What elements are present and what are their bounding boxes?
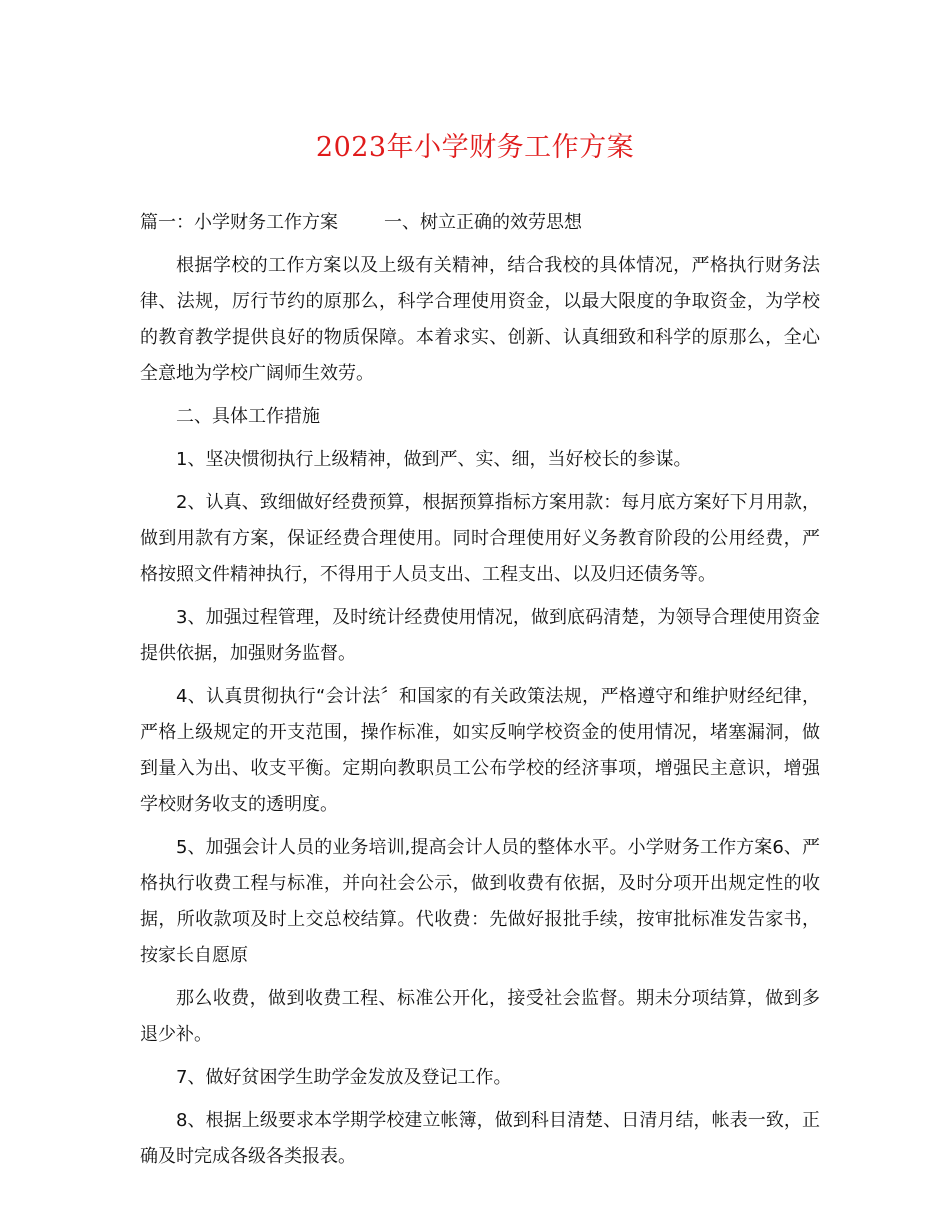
section-label: 篇一：小学财务工作方案 bbox=[140, 212, 338, 233]
paragraph-item-3: 3、加强过程管理，及时统计经费使用情况，做到底码清楚，为领导合理使用资金提供依据，加强财务监督。 bbox=[140, 607, 820, 664]
paragraph-intro: 根据学校的工作方案以及上级有关精神，结合我校的具体情况，严格执行财务法律、法规，厉行节约的原那么，科学合理使用资金，以最大限度的争取资金，为学校的教育教学提供良好的物质保障。本着求实、创新、认真细致和科学的原那么，全心全意地为学校广阔师生效劳。 bbox=[140, 255, 820, 384]
document-body bbox=[140, 205, 820, 1182]
paragraph-item-7: 7、做好贫困学生助学金发放及登记工作。 bbox=[176, 1067, 512, 1088]
section-heading-1: 一、树立正确的效劳思想 bbox=[384, 212, 582, 233]
first-line bbox=[140, 205, 820, 241]
paragraph-item-5-6: 5、加强会计人员的业务培训,提高会计人员的整体水平。小学财务工作方案6、严格执行收费工程与标准，并向社会公示，做到收费有依据，及时分项开出规定性的收据，所收款项及时上交总校结算。代收费：先做好报批手续，按审批标准发告家书，按家长自愿原 bbox=[140, 837, 820, 966]
paragraph-item-2: 2、认真、致细做好经费预算，根据预算指标方案用款：每月底方案好下月用款，做到用款有方案，保证经费合理使用。同时合理使用好义务教育阶段的公用经费，严格按照文件精神执行，不得用于人员支出、工程支出、以及归还债务等。 bbox=[140, 492, 820, 585]
section-heading-2: 二、具体工作措施 bbox=[176, 406, 320, 427]
paragraph-item-4: 4、认真贯彻执行“会计法〞和国家的有关政策法规，严格遵守和维护财经纪律，严格上级规定的开支范围，操作标准，如实反响学校资金的使用情况，堵塞漏洞，做到量入为出、收支平衡。定期向教职员工公布学校的经济事项，增强民主意识，增强学校财务收支的透明度。 bbox=[140, 686, 820, 815]
document-title: 2023年小学财务工作方案 bbox=[315, 132, 635, 163]
paragraph-item-1: 1、坚决惯彻执行上级精神，做到严、实、细，当好校长的参谋。 bbox=[176, 449, 692, 470]
paragraph-item-8: 8、根据上级要求本学期学校建立帐簿，做到科目清楚、日清月结，帐表一致，正确及时完成各级各类报表。 bbox=[140, 1110, 820, 1167]
paragraph-item-6-cont: 那么收费，做到收费工程、标准公开化，接受社会监督。期未分项结算，做到多退少补。 bbox=[140, 988, 820, 1045]
